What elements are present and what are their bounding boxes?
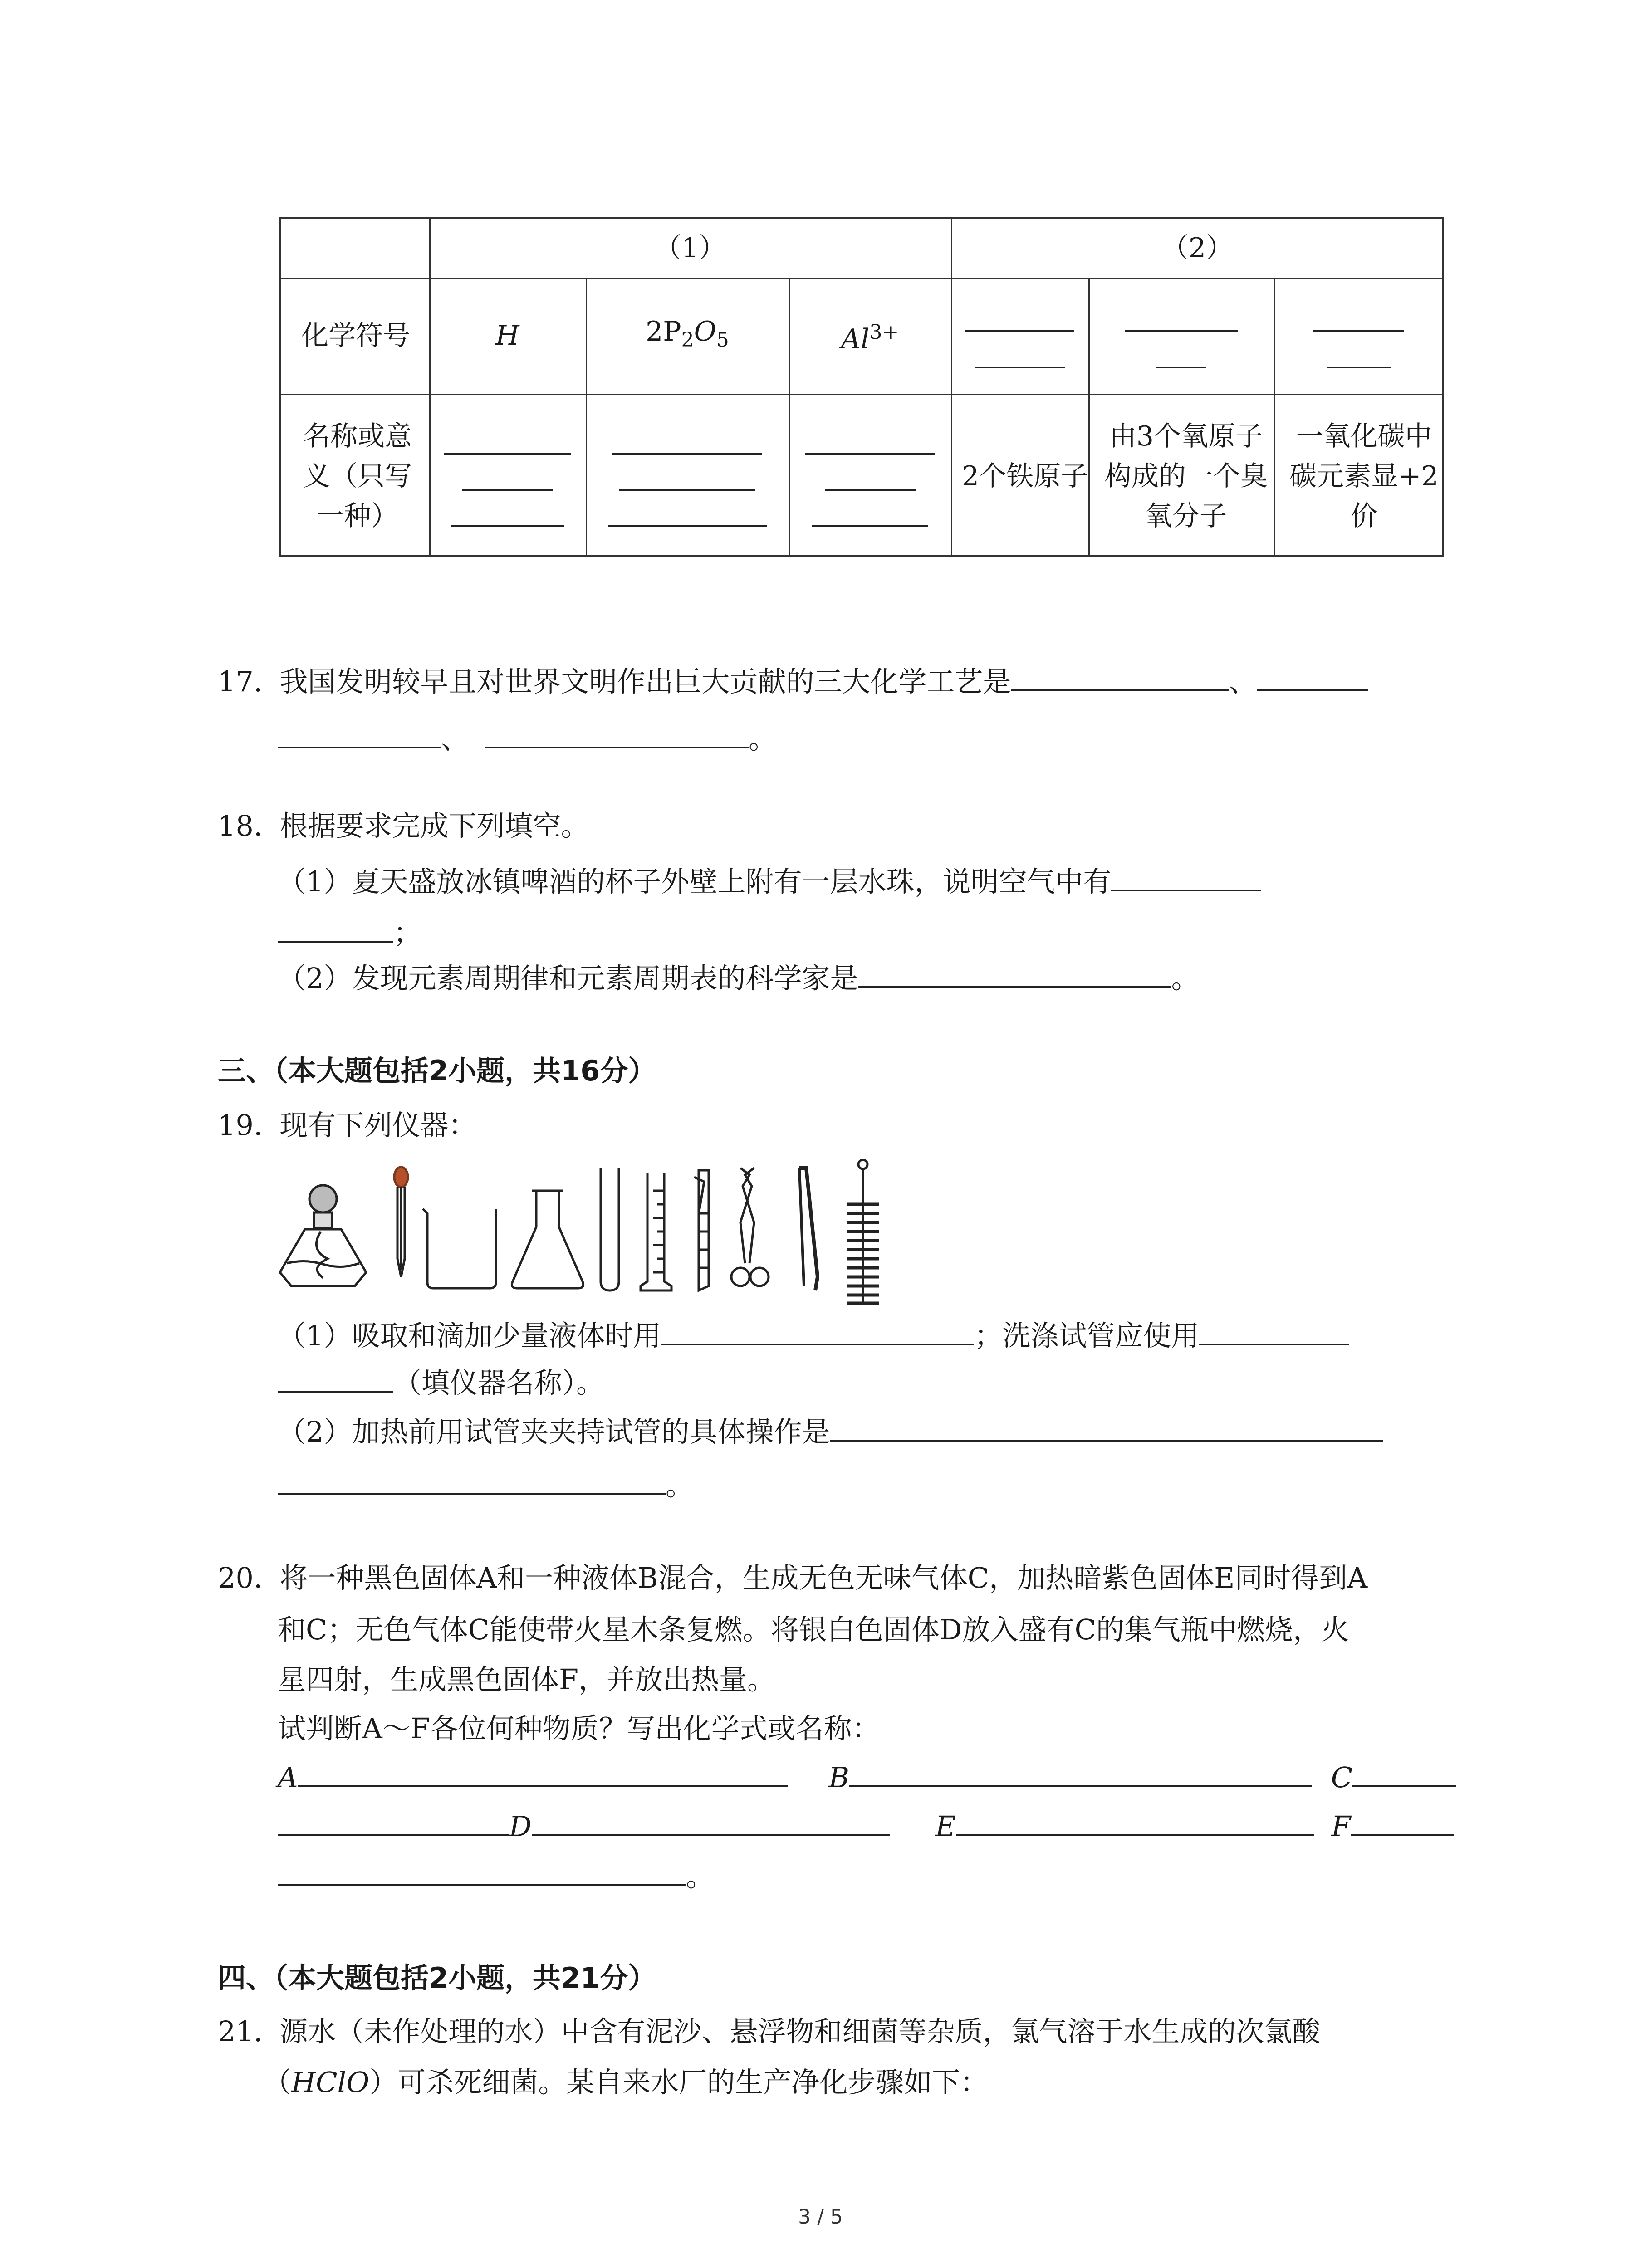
answer-blank[interactable] [278, 1809, 509, 1836]
punctuation: 。 [686, 1859, 715, 1893]
question-number: 18. [218, 809, 263, 842]
answer-row-end [278, 1859, 714, 1891]
section-heading: 三、（本大题包括2小题，共16分） [218, 1054, 656, 1087]
question-text: （2）发现元素周期律和元素周期表的科学家是 [278, 961, 858, 995]
question-text: （1）夏天盛放冰镇啤酒的杯子外壁上附有一层水珠，说明空气中有 [278, 865, 1112, 898]
beaker-icon [423, 1209, 496, 1288]
question-19-part2 [278, 1414, 1383, 1446]
question-text: （ [263, 2066, 292, 2099]
conical-flask-icon [512, 1191, 583, 1288]
answer-blank[interactable] [278, 721, 441, 748]
symbol-p2o5: $2P_2O_5$ [646, 315, 729, 352]
answer-blank[interactable] [1257, 664, 1368, 691]
question-text: ；洗涤试管应使用 [974, 1319, 1200, 1352]
answer-label: A [278, 1760, 298, 1794]
section-heading: 四、（本大题包括2小题，共21分） [218, 1961, 656, 1994]
answer-blank[interactable] [849, 1760, 1312, 1787]
answer-row-abc [278, 1760, 1456, 1792]
test-tube-icon [601, 1168, 619, 1290]
question-number: 17. [218, 665, 263, 698]
row-label-meaning: 名称或意义（只写一种） [303, 420, 412, 532]
question-number: 20. [218, 1561, 263, 1594]
answer-blank[interactable] [858, 961, 1171, 988]
question-text: 试判断A～F各位何种物质？写出化学式或名称： [278, 1712, 880, 1745]
answer-label: D [509, 1809, 532, 1843]
answer-blank[interactable] [789, 394, 951, 559]
punctuation: 。 [666, 1468, 694, 1502]
answer-blank[interactable] [1351, 1809, 1454, 1836]
question-text: 星四射，生成黑色固体F，并放出热量。 [278, 1663, 776, 1696]
lab-apparatus-figure [278, 1159, 904, 1313]
answer-blank[interactable] [485, 721, 749, 748]
answer-blank[interactable] [278, 1859, 686, 1886]
separator: 、 [441, 722, 470, 755]
question-text: （2）加热前用试管夹夹持试管的具体操作是 [278, 1415, 830, 1448]
question-21-line2 [263, 2068, 988, 2097]
question-18-part1-line2 [278, 915, 421, 947]
symbol-table [279, 217, 1444, 557]
answer-blank[interactable] [1111, 864, 1261, 891]
question-text: 现有下列仪器： [279, 1109, 477, 1142]
question-20 [218, 1561, 1368, 1594]
question-17 [218, 664, 1368, 696]
question-text: 根据要求完成下列填空。 [279, 809, 589, 842]
question-text: （填仪器名称）。 [393, 1366, 605, 1399]
meaning-text: 2个铁原子 [961, 460, 1088, 492]
question-19 [218, 1109, 477, 1142]
answer-blank[interactable] [661, 1318, 974, 1345]
answer-label: B [828, 1760, 850, 1794]
question-text: 将一种黑色固体A和一种液体B混合，生成无色无味气体C，加热暗紫色固体E同时得到A [279, 1561, 1368, 1594]
punctuation: 。 [1171, 961, 1200, 995]
answer-blank[interactable] [1011, 664, 1229, 691]
row-label-symbol: 化学符号 [301, 320, 410, 352]
answer-label: C [1331, 1760, 1353, 1794]
answer-blank[interactable] [1088, 278, 1274, 394]
answer-row-def [278, 1809, 1454, 1841]
answer-blank[interactable] [951, 278, 1088, 394]
punctuation: ； [393, 916, 422, 949]
separator: 、 [1229, 665, 1257, 698]
answer-blank[interactable] [1352, 1760, 1456, 1787]
answer-blank[interactable] [429, 394, 586, 559]
question-number: 21. [218, 2015, 263, 2048]
measuring-cylinder-icon [641, 1173, 671, 1290]
question-text: 我国发明较早且对世界文明作出巨大贡献的三大化学工艺是 [279, 665, 1011, 698]
answer-blank[interactable] [830, 1414, 1383, 1442]
answer-blank[interactable] [1274, 278, 1444, 394]
header-cell-2: （2） [1161, 232, 1234, 264]
answer-label: F [1331, 1809, 1351, 1843]
answer-blank[interactable] [298, 1760, 788, 1787]
answer-blank[interactable] [532, 1809, 890, 1836]
question-18-part1 [278, 864, 1261, 896]
meaning-text: 一氧化碳中碳元素显+2价 [1289, 420, 1439, 532]
question-19-part1 [278, 1318, 1349, 1350]
question-17-line2 [278, 721, 777, 753]
page-number: 3 / 5 [798, 2205, 843, 2229]
answer-blank[interactable] [278, 915, 393, 943]
question-number: 19. [218, 1109, 263, 1142]
symbol-al3: $Al^{3+}$ [841, 320, 899, 355]
alcohol-lamp-icon [280, 1185, 366, 1286]
question-text: 和C；无色气体C能使带火星木条复燃。将银白色固体D放入盛有C的集气瓶中燃烧，火 [278, 1613, 1350, 1646]
test-tube-brush-icon [847, 1160, 879, 1304]
answer-blank[interactable] [278, 1365, 393, 1393]
question-text: （1）吸取和滴加少量液体时用 [278, 1319, 661, 1352]
answer-blank[interactable] [586, 394, 789, 559]
dropper-icon [394, 1167, 408, 1277]
answer-blank[interactable] [278, 1468, 666, 1495]
test-tube-holder-icon [694, 1170, 709, 1290]
meaning-text: 由3个氧原子构成的一个臭氧分子 [1104, 420, 1268, 532]
symbol-h: H [495, 320, 519, 352]
header-cell-1: （1） [654, 232, 726, 264]
question-18-part2 [278, 961, 1200, 995]
answer-blank[interactable] [1199, 1318, 1349, 1345]
question-19-part1-line2 [278, 1365, 604, 1397]
question-text: ）可杀死细菌。某自来水厂的生产净化步骤如下： [369, 2066, 989, 2099]
question-text: 源水（未作处理的水）中含有泥沙、悬浮物和细菌等杂质，氯气溶于水生成的次氯酸 [279, 2015, 1321, 2048]
crucible-tongs-icon [731, 1168, 769, 1286]
answer-label: E [935, 1809, 956, 1843]
punctuation: 。 [749, 722, 777, 755]
formula: HClO [291, 2066, 370, 2099]
question-18 [218, 809, 589, 842]
question-21 [218, 2015, 1321, 2048]
answer-blank[interactable] [956, 1809, 1314, 1836]
tweezers-icon [799, 1168, 818, 1290]
question-19-part2-line2 [278, 1468, 694, 1500]
